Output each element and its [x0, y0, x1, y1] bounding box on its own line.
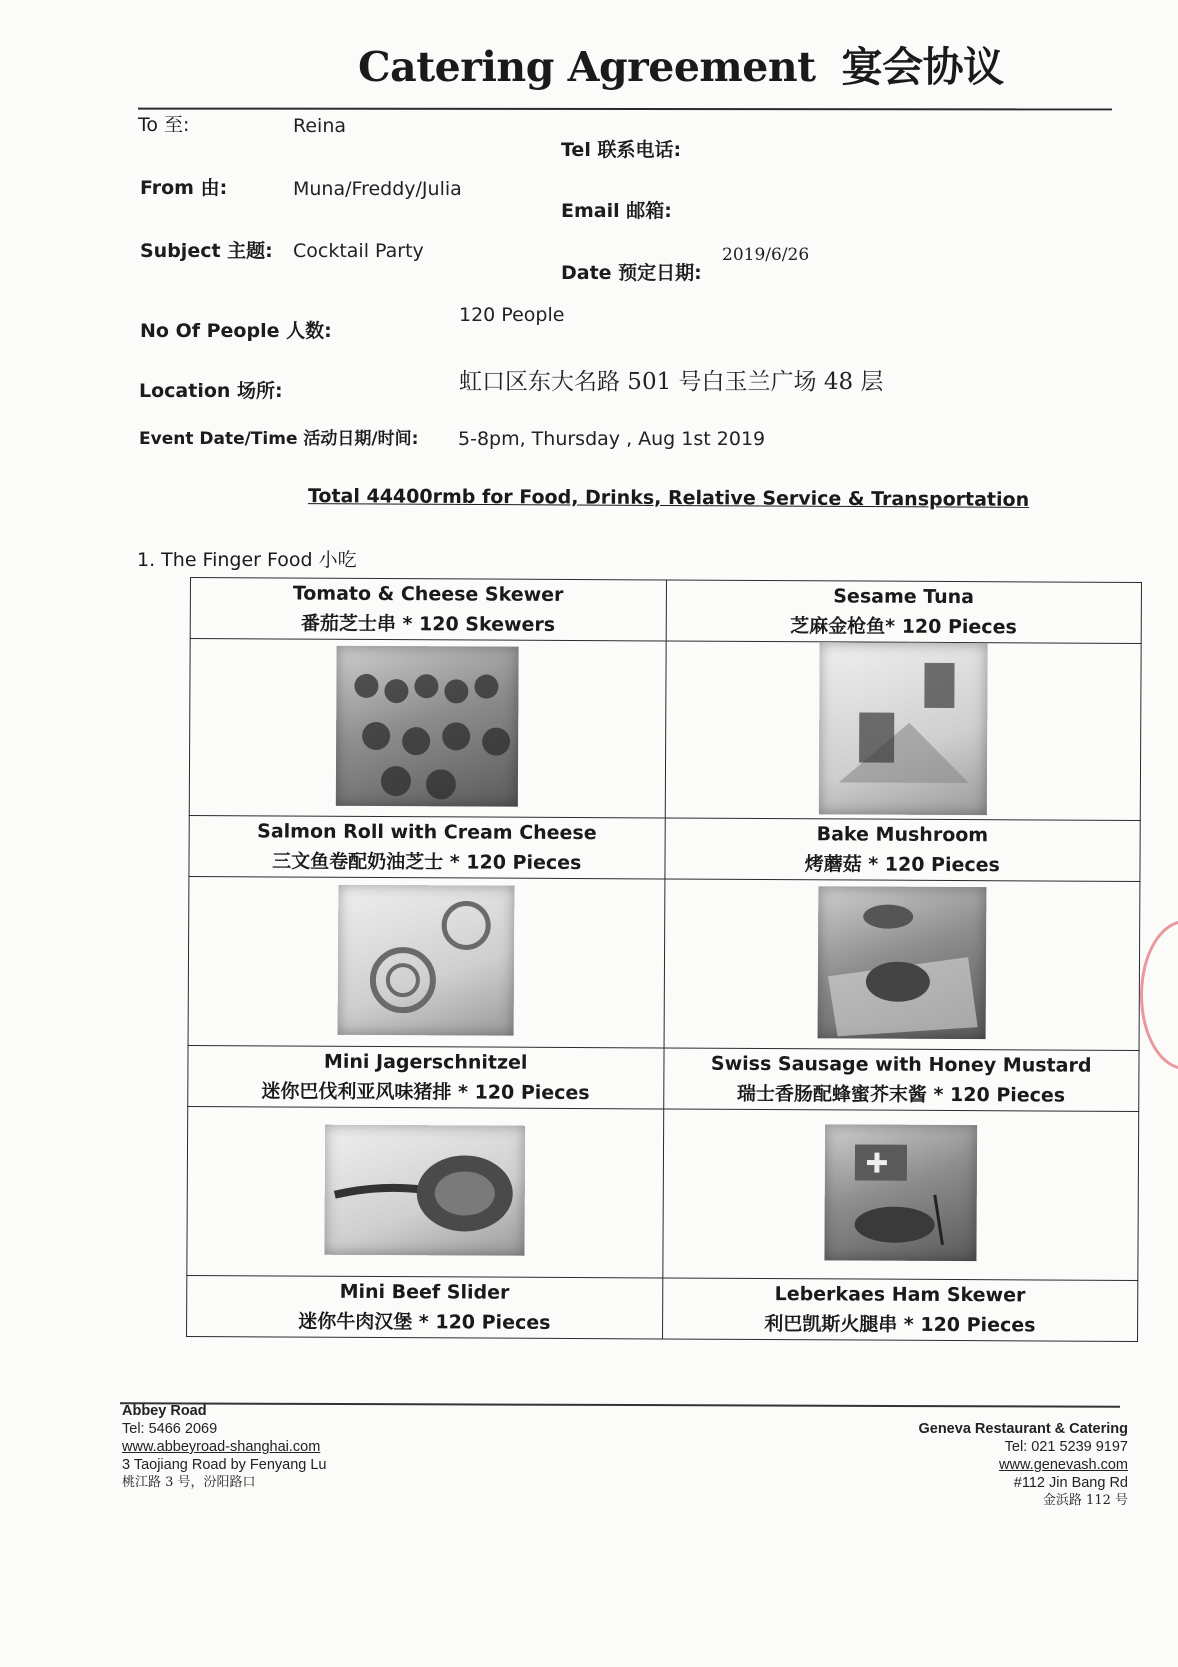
menu-photo-cell: [662, 1109, 1138, 1280]
finger-food-table: [186, 577, 1142, 1342]
abbey-road-address: 3 Taojiang Road by Fenyang Lu: [122, 1457, 327, 1473]
geneva-website[interactable]: www.genevash.com: [999, 1457, 1128, 1473]
geneva-name: Geneva Restaurant & Catering: [918, 1421, 1128, 1437]
people-label: No Of People 人数:: [140, 320, 332, 342]
title-chinese: 宴会协议: [841, 43, 1004, 91]
menu-item-name: Mini Beef Slider 迷你牛肉汉堡 * 120 Pieces: [187, 1275, 663, 1338]
menu-photo-cell: [665, 641, 1141, 820]
salmon-roll-photo: [338, 885, 515, 1036]
abbey-road-tel: Tel: 5466 2069: [122, 1421, 218, 1437]
tel-label: Tel 联系电话:: [561, 139, 682, 161]
menu-photo-cell: [187, 1106, 663, 1277]
to-value: Reina: [293, 115, 347, 137]
title-rule: [138, 108, 1112, 111]
jagerschnitzel-photo: [325, 1125, 526, 1256]
total-price: Total 44400rmb for Food, Drinks, Relative Service & Transportation: [307, 485, 1030, 511]
geneva-tel: Tel: 021 5239 9197: [1004, 1439, 1128, 1455]
abbey-road-website[interactable]: www.abbeyroad-shanghai.com: [122, 1439, 321, 1455]
abbey-road-address-cn: 桃江路 3 号，汾阳路口: [122, 1475, 256, 1490]
location-label: Location 场所:: [139, 380, 283, 402]
from-label: From 由:: [140, 177, 228, 199]
menu-photo-cell: [189, 639, 665, 818]
menu-item-name: Leberkaes Ham Skewer 利巴凯斯火腿串 * 120 Pieces: [662, 1278, 1138, 1341]
menu-item-name: Mini Jagerschnitzel 迷你巴伐利亚风味猪排 * 120 Pieces: [188, 1045, 664, 1108]
subject-label: Subject 主题:: [140, 240, 273, 262]
tomato-skewer-photo: [336, 646, 519, 807]
section-heading: 1. The Finger Food 小吃: [137, 549, 357, 571]
swiss-sausage-photo: [824, 1124, 977, 1261]
menu-item-name: Tomato & Cheese Skewer 番茄芝士串 * 120 Skewers: [190, 578, 666, 641]
subject-value: Cocktail Party: [293, 240, 424, 262]
document-title: [358, 34, 1004, 93]
email-label: Email 邮箱:: [561, 200, 672, 222]
title-english: Catering Agreement: [358, 43, 816, 91]
geneva-address: #112 Jin Bang Rd: [1013, 1475, 1128, 1491]
date-label: Date 预定日期:: [561, 262, 702, 284]
abbey-road-name: Abbey Road: [122, 1403, 207, 1419]
menu-item-name: Salmon Roll with Cream Cheese 三文鱼卷配奶油芝士 * 120 Pieces: [189, 815, 665, 878]
bake-mushroom-photo: [817, 886, 986, 1039]
red-seal-stamp: [1140, 920, 1178, 1070]
people-value: 120 People: [459, 304, 565, 326]
sesame-tuna-photo: [819, 642, 988, 815]
menu-photo-cell: [188, 876, 664, 1047]
geneva-address-cn: 金浜路 112 号: [1042, 1493, 1128, 1508]
menu-photo-cell: [664, 879, 1140, 1050]
menu-item-name: Sesame Tuna 芝麻金枪鱼* 120 Pieces: [666, 580, 1142, 643]
footer-abbey-road: [122, 1402, 327, 1492]
footer-geneva: [918, 1420, 1128, 1510]
to-label: To 至:: [138, 114, 190, 136]
location-value: 虹口区东大名路 501 号白玉兰广场 48 层: [459, 369, 884, 395]
menu-item-name: Swiss Sausage with Honey Mustard 瑞士香肠配蜂蜜芥末酱 * 120 Pieces: [663, 1048, 1139, 1111]
event-value: 5-8pm, Thursday , Aug 1st 2019: [458, 428, 766, 450]
from-value: Muna/Freddy/Julia: [293, 178, 462, 200]
event-label: Event Date/Time 活动日期/时间:: [139, 429, 419, 449]
date-value: 2019/6/26: [722, 245, 810, 265]
menu-item-name: Bake Mushroom 烤蘑菇 * 120 Pieces: [664, 818, 1140, 881]
